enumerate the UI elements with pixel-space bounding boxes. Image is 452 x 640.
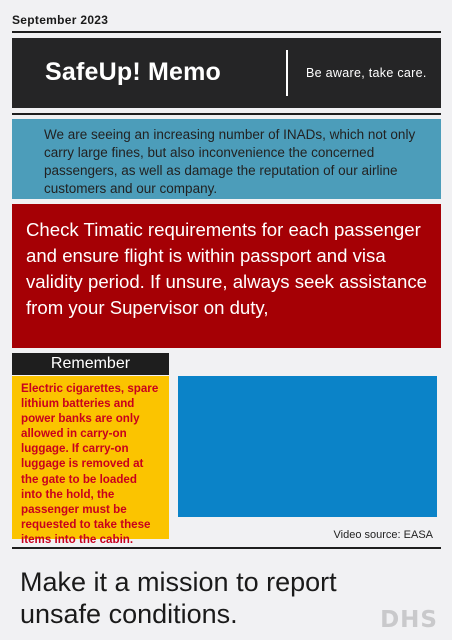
remember-text: Electric cigarettes, spare lithium batteries and power banks are only allowed in carry-on luggage. If carry-on luggage is removed at the gate to be loaded into the hold, the passenger must be requested to take these items into the cabin. xyxy=(21,382,159,546)
video-source-caption: Video source: EASA xyxy=(333,529,433,541)
footer-divider xyxy=(12,547,441,549)
closing-statement: Make it a mission to report unsafe conditions. xyxy=(20,567,337,629)
issue-date: September 2023 xyxy=(12,13,109,27)
header-separator xyxy=(286,50,288,96)
intro-box xyxy=(12,119,441,199)
company-logo: DHS xyxy=(380,607,438,633)
highlight-box xyxy=(12,204,441,348)
memo-tagline: Be aware, take care. xyxy=(306,66,427,80)
intro-text: We are seeing an increasing number of INADs, which not only carry large fines, but also inconvenience the concerned passengers, as well as damage the reputation of our airline customers and our company. xyxy=(44,127,416,196)
remember-box xyxy=(12,376,169,546)
memo-title: SafeUp! Memo xyxy=(45,58,222,86)
remember-label: Remember xyxy=(12,353,169,375)
highlight-text: Check Timatic requirements for each passenger and ensure flight is within passport and visa validity period. If unsure, always seek assistance from your Supervisor on duty, xyxy=(26,219,427,318)
header-bottom-divider xyxy=(12,113,441,115)
memo-header xyxy=(12,38,441,108)
top-divider xyxy=(12,31,441,33)
video-player[interactable] xyxy=(178,376,437,517)
